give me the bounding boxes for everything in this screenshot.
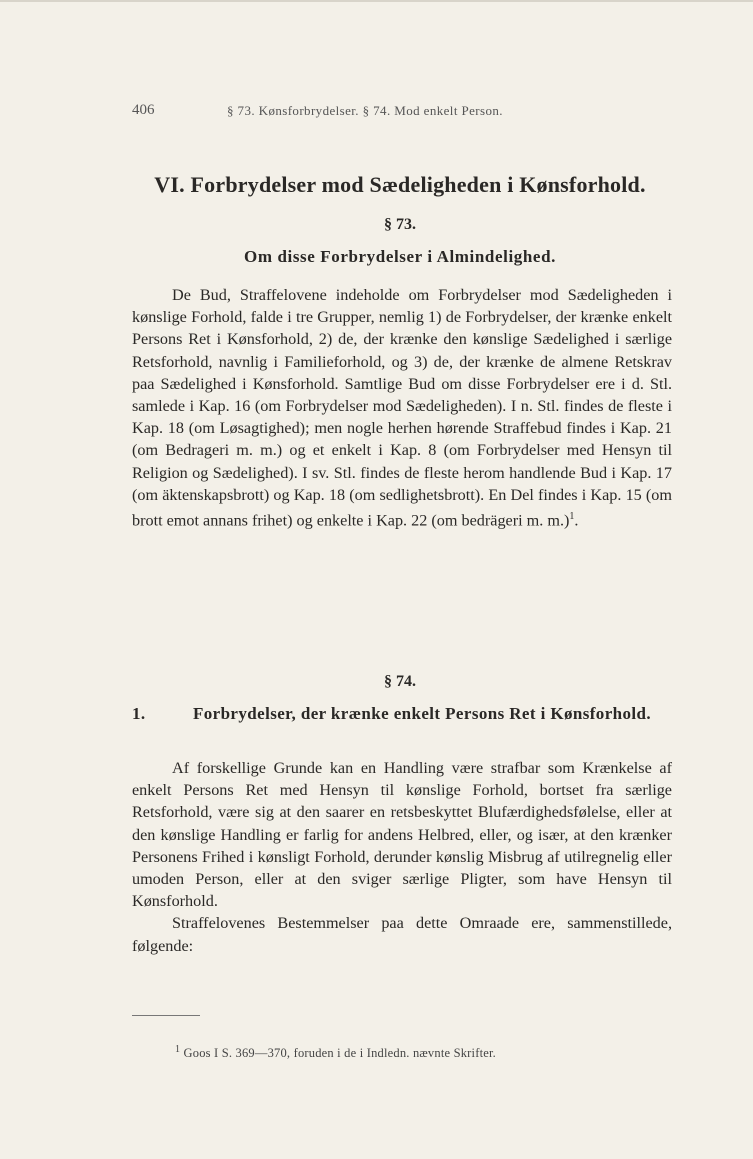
section-heading-73: Om disse Forbrydelser i Almindelighed.: [244, 247, 556, 266]
section-mark-74: § 74.: [384, 673, 416, 690]
page-number: 406: [132, 102, 155, 118]
subsection-heading: [132, 703, 672, 725]
footnote: [175, 1044, 645, 1061]
running-head-text: § 73. Kønsforbrydelser. § 74. Mod enkelt Person.: [227, 103, 503, 118]
footnote-reference: 1: [569, 511, 575, 523]
section-mark-73: § 73.: [384, 216, 416, 233]
section-74-body: [132, 757, 672, 957]
paragraph: Af forskellige Grunde kan en Handling være strafbar som Krænkelse af enkelt Persons Ret med Hensyn til kønslige Forhold, bortset fra særlige Retsforhold, være sig at den saarer en retsbeskyttet Blufærdighedsfølelse, eller at den kønslige Handling er farlig for andens Helbred, eller, og især, at den krænker Personens Frihed i kønsligt Forhold, derunder kønslig Misbrug af utilregnelig eller umoden Person, eller at den sviger særlige Pligter, som have Hensyn til Kønsforhold.: [132, 759, 672, 911]
running-header: [132, 102, 672, 124]
paragraph: De Bud, Straffelovene indeholde om Forbrydelser mod Sædeligheden i kønslige Forhold, falde i tre Grupper, nemlig 1) de Forbrydelser, der krænke enkelt Persons Ret i Kønsforhold, 2) de, der krænke den kønslige Sædelighed i særlige Retsforhold, navnlig i Familieforhold, og 3) de, der krænke de almene Retskrav paa Sædelighed i Kønsforhold. Samtlige Bud om disse Forbrydelser ere i d. Stl. samlede i Kap. 16 (om Forbrydelser mod Sædeligheden). I n. Stl. findes de fleste i Kap. 18 (om Løsagtighed); men nogle herhen hørende Straffebud findes i Kap. 21 (om Bedrageri m. m.) og et enkelt i Kap. 8 (om Forbrydelser med Hensyn til Religion og Sædelighed). I sv. Stl. findes de fleste herom handlende Bud i Kap. 17 (om äktenskapsbrott) og Kap. 18 (om sedlighetsbrott). En Del findes i Kap. 15 (om brott emot annans frihet) og enkelte i Kap. 22 (om bedrägeri m. m.)$^1$.: [132, 286, 672, 530]
footnote-marker: 1: [175, 1044, 181, 1055]
subsection-number: 1.: [132, 704, 146, 723]
footnote-text: Goos I S. 369—370, foruden i de i Indledn. nævnte Skrifter.: [183, 1046, 496, 1061]
footnote-divider: [132, 1015, 200, 1016]
section-73-body: [132, 284, 672, 532]
scan-edge: [0, 0, 753, 2]
chapter-title: VI. Forbrydelser mod Sædeligheden i Kønsforhold.: [154, 172, 646, 197]
paragraph-text: De Bud, Straffelovene indeholde om Forbrydelser mod Sædeligheden i kønslige Forhold, falde i tre Grupper, nemlig 1) de Forbrydelser, der krænke enkelt Persons Ret i Kønsforhold, 2) de, der krænke den kønslige Sædelighed i særlige Retsforhold, navnlig i Familieforhold, og 3) de, der krænke de almene Retskrav paa Sædelighed i Kønsforhold. Samtlige Bud om disse Forbrydelser ere i d. Stl. samlede i Kap. 16 (om Forbrydelser mod Sædeligheden). I n. Stl. findes de fleste i Kap. 18 (om Løsagtighed); men nogle herhen hørende Straffebud findes i Kap. 21 (om Bedrageri m. m.) og et enkelt i Kap. 8 (om Forbrydelser med Hensyn til Religion og Sædelighed). I sv. Stl. findes de fleste herom handlende Bud i Kap. 17 (om äktenskapsbrott) og Kap. 18 (om sedlighetsbrott). En Del findes i Kap. 15 (om brott emot annans frihet) og enkelte i Kap. 22 (om bedrägeri m. m.): [132, 286, 672, 530]
subsection-title: Forbrydelser, der krænke enkelt Persons Ret i Kønsforhold.: [192, 704, 652, 723]
paragraph: Straffelovenes Bestemmelser paa dette Omraade ere, sammenstillede, følgende:: [132, 914, 672, 955]
